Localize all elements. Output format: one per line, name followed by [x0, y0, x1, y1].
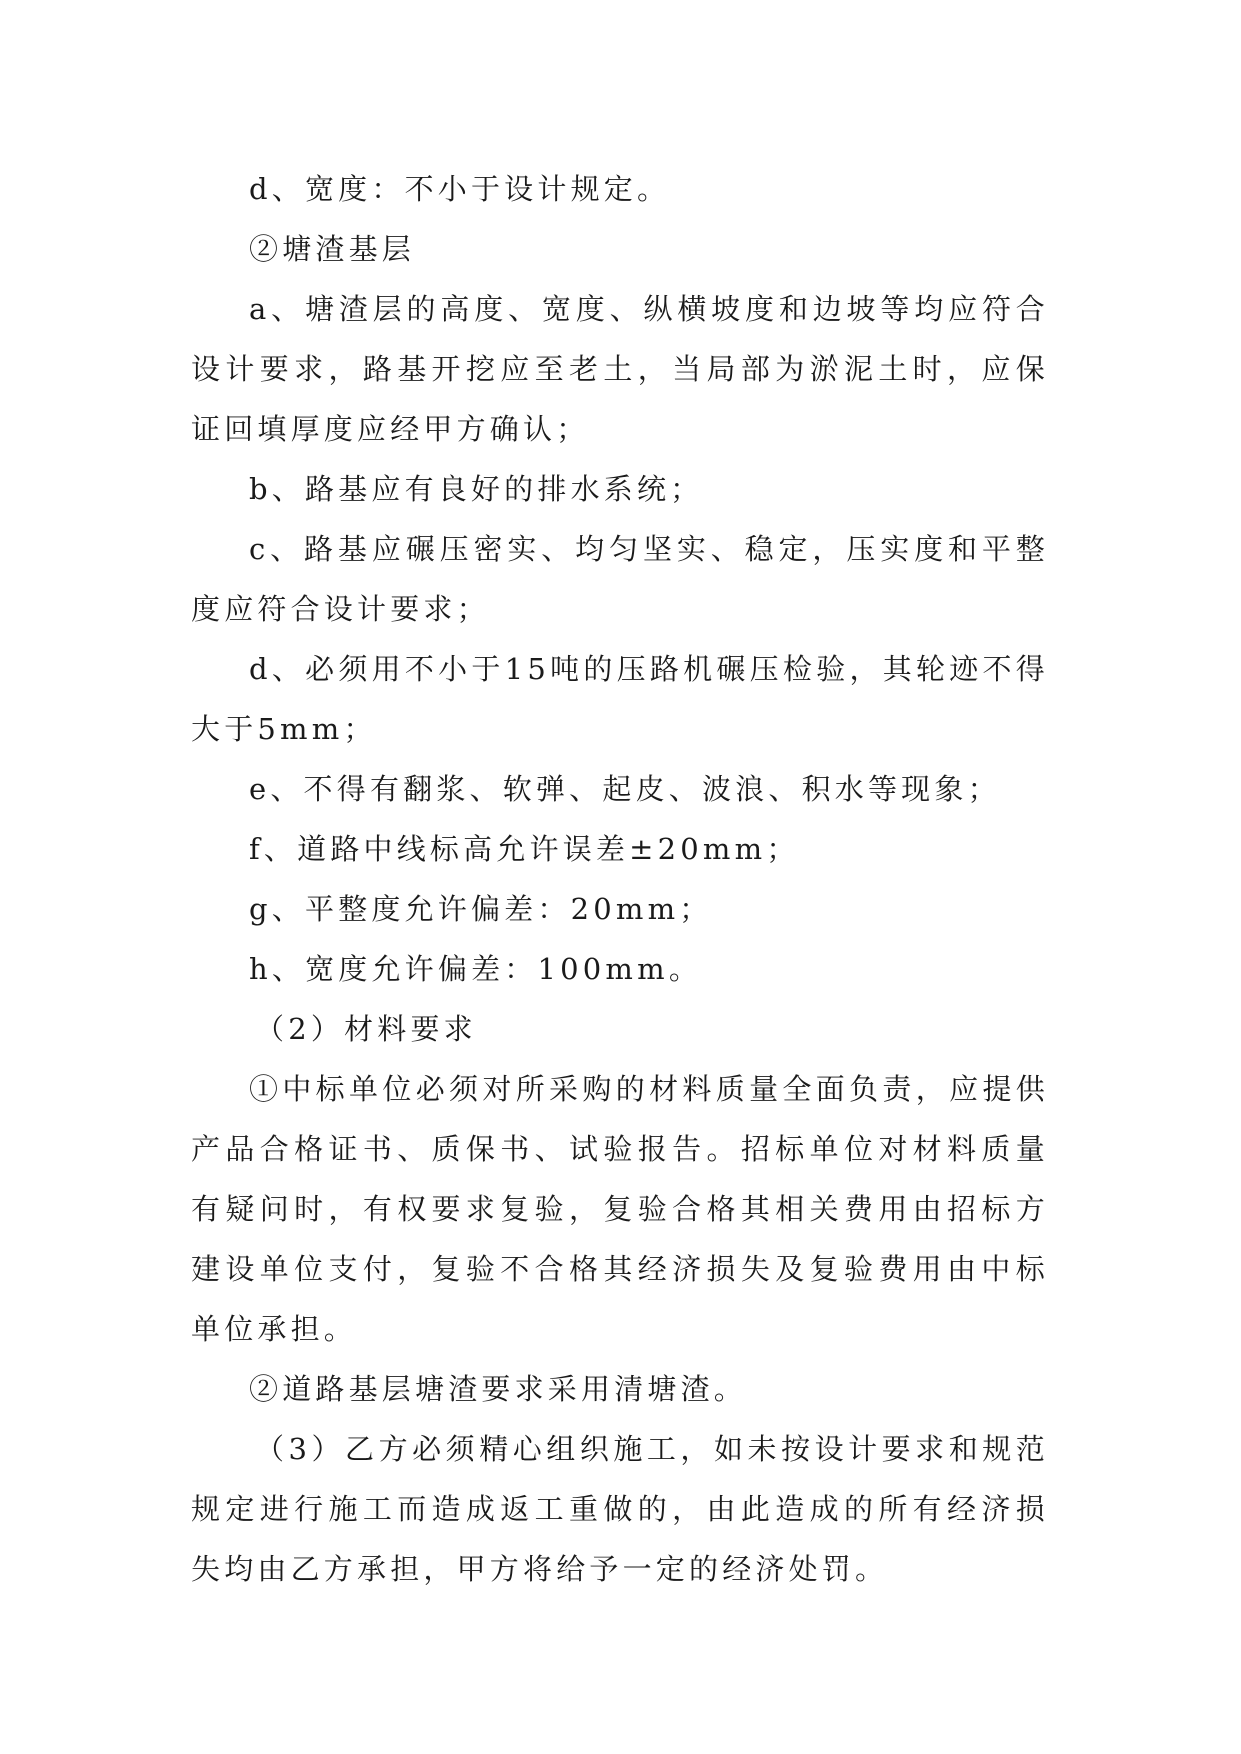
paragraph-subheading-gravel-base: ②塘渣基层 — [249, 232, 416, 266]
paragraph-construction-liability: （3）乙方必须精心组织施工，如未按设计要求和规范规定进行施工而造成返工重做的，由此造成的所有经济损失均由乙方承担，甲方将给予一定的经济处罚。 — [191, 1432, 1049, 1586]
document-body — [191, 159, 1049, 1599]
paragraph-flatness-tolerance: g、平整度允许偏差：20mm； — [249, 892, 713, 926]
paragraph-material-responsibility: ①中标单位必须对所采购的材料质量全面负责，应提供产品合格证书、质保书、试验报告。招标单位对材料质量有疑问时，有权要求复验，复验合格其相关费用由招标方建设单位支付，复验不合格其经济损失及复验费用由中标单位承担。 — [191, 1072, 1049, 1346]
paragraph-heading-material-requirements: （2）材料要求 — [255, 1012, 477, 1046]
paragraph-roller-test: d、必须用不小于15吨的压路机碾压检验，其轮迹不得大于5mm； — [191, 652, 1049, 746]
paragraph-width-tolerance: h、宽度允许偏差：100mm。 — [249, 952, 703, 986]
paragraph-centerline-tolerance: f、道路中线标高允许误差±20mm； — [249, 832, 800, 866]
paragraph-gravel-layer-design: a、塘渣层的高度、宽度、纵横坡度和边坡等均应符合设计要求，路基开挖应至老土，当局部为淤泥土时，应保证回填厚度应经甲方确认； — [191, 292, 1049, 446]
paragraph-drainage: b、路基应有良好的排水系统； — [249, 472, 704, 506]
paragraph-compaction: c、路基应碾压密实、均匀坚实、稳定，压实度和平整度应符合设计要求； — [191, 532, 1049, 626]
paragraph-defects: e、不得有翻浆、软弹、起皮、波浪、积水等现象； — [249, 772, 1001, 806]
paragraph-width-spec: d、宽度：不小于设计规定。 — [249, 172, 671, 206]
paragraph-clean-gravel: ②道路基层塘渣要求采用清塘渣。 — [249, 1372, 748, 1406]
